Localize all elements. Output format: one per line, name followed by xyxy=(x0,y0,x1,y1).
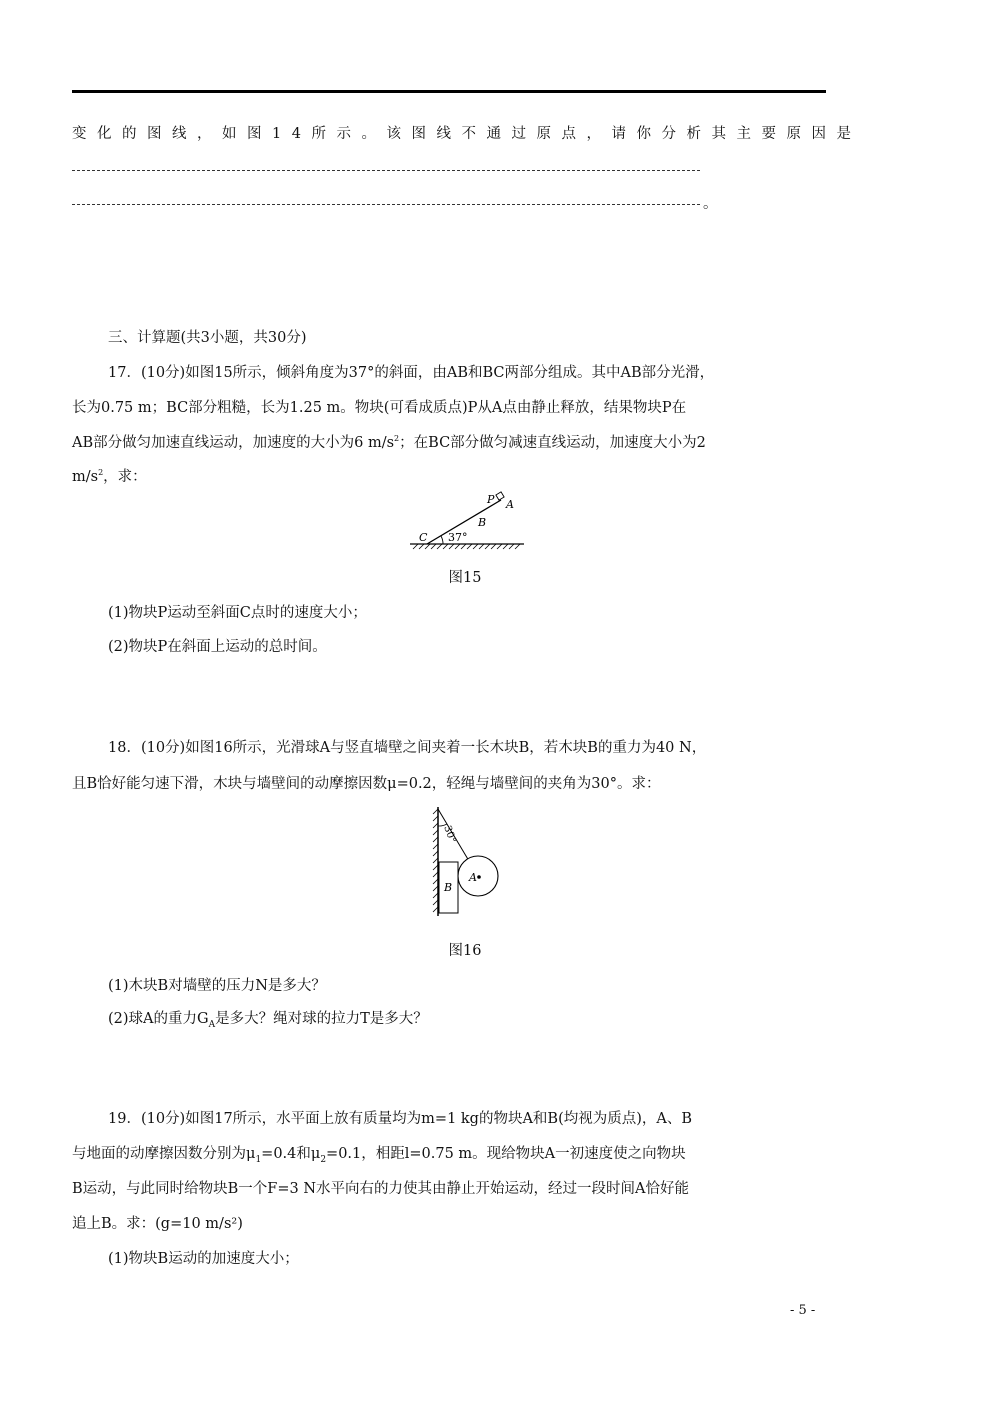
q19-line1: 19．(10分)如图17所示，水平面上放有质量均为m=1 kg的物块A和B(均视为质点)，A、B xyxy=(108,1111,693,1127)
q18-line2: 且B恰好能匀速下滑，木块与墙壁间的动摩擦因数μ=0.2，轻绳与墙壁间的夹角为30°。求： xyxy=(72,776,661,792)
label-a: A xyxy=(506,498,514,511)
q19-line3: B运动，与此同时给物块B一个F=3 N水平向右的力使其由静止开始运动，经过一段时间A恰好能 xyxy=(72,1181,690,1197)
label-30: 30° xyxy=(441,824,458,845)
figure-16-wall-ball xyxy=(430,804,505,920)
label-angle: 37° xyxy=(448,531,468,544)
label-p: P xyxy=(487,493,495,506)
q19-sub1: (1)物块B运动的加速度大小； xyxy=(108,1251,299,1267)
q17-sub1: (1)物块P运动至斜面C点时的速度大小； xyxy=(108,605,367,621)
ball-center xyxy=(477,875,481,879)
q19-line2: 与地面的动摩擦因数分别为$\mu_1=0.4$和$\mu_2=0.1$，相距l=0.75 m。现给物块A一初速度使之向物块 xyxy=(72,1146,686,1165)
end-mark: 。 xyxy=(703,196,718,212)
q18-sub2: (2)球A的重力$G_A$是多大？绳对球的拉力T是多大？ xyxy=(108,1011,428,1030)
angle-arc xyxy=(441,536,443,544)
q17-line1: 17．(10分)如图15所示，倾斜角度为37°的斜面，由AB和BC两部分组成。其中AB部分光滑， xyxy=(108,365,715,381)
answer-blank-1[interactable] xyxy=(72,170,700,171)
q18-sub1: (1)木块B对墙壁的压力N是多大？ xyxy=(108,978,326,994)
section-title: 三、计算题(共3小题，共30分) xyxy=(108,330,307,346)
header-rule xyxy=(72,90,826,93)
q17-line3: AB部分做匀加速直线运动，加速度的大小为6 $m/s^2$；在BC部分做匀减速直线运动，加速度大小为2 xyxy=(72,434,706,451)
block-p xyxy=(496,492,504,500)
q17-line2: 长为0.75 m；BC部分粗糙，长为1.25 m。物块(可看成质点)P从A点由静止释放，结果物块P在 xyxy=(72,400,687,416)
q18-line1: 18．(10分)如图16所示，光滑球A与竖直墙壁之间夹着一长木块B，若木块B的重力为40 N， xyxy=(108,740,707,756)
continuation-text: 变化的图线，如图14所示。该图线不通过原点，请你分析其主要原因是 xyxy=(72,126,862,142)
label-c: C xyxy=(419,531,428,544)
label-b: B xyxy=(478,516,487,529)
answer-blank-2[interactable] xyxy=(72,204,700,205)
q17-sub2: (2)物块P在斜面上运动的总时间。 xyxy=(108,639,327,655)
ground-hatching xyxy=(413,544,520,549)
label-a: A xyxy=(469,871,477,884)
figure-15-incline xyxy=(405,488,530,550)
q17-line4: $m/s^2$，求： xyxy=(72,468,147,485)
figure-16-caption: 图16 xyxy=(448,943,482,959)
page-number: - 5 - xyxy=(790,1303,816,1318)
label-b: B xyxy=(444,881,453,894)
figure-15-caption: 图15 xyxy=(448,570,482,586)
q19-line4: 追上B。求：(g=10 m/s²) xyxy=(72,1216,243,1232)
